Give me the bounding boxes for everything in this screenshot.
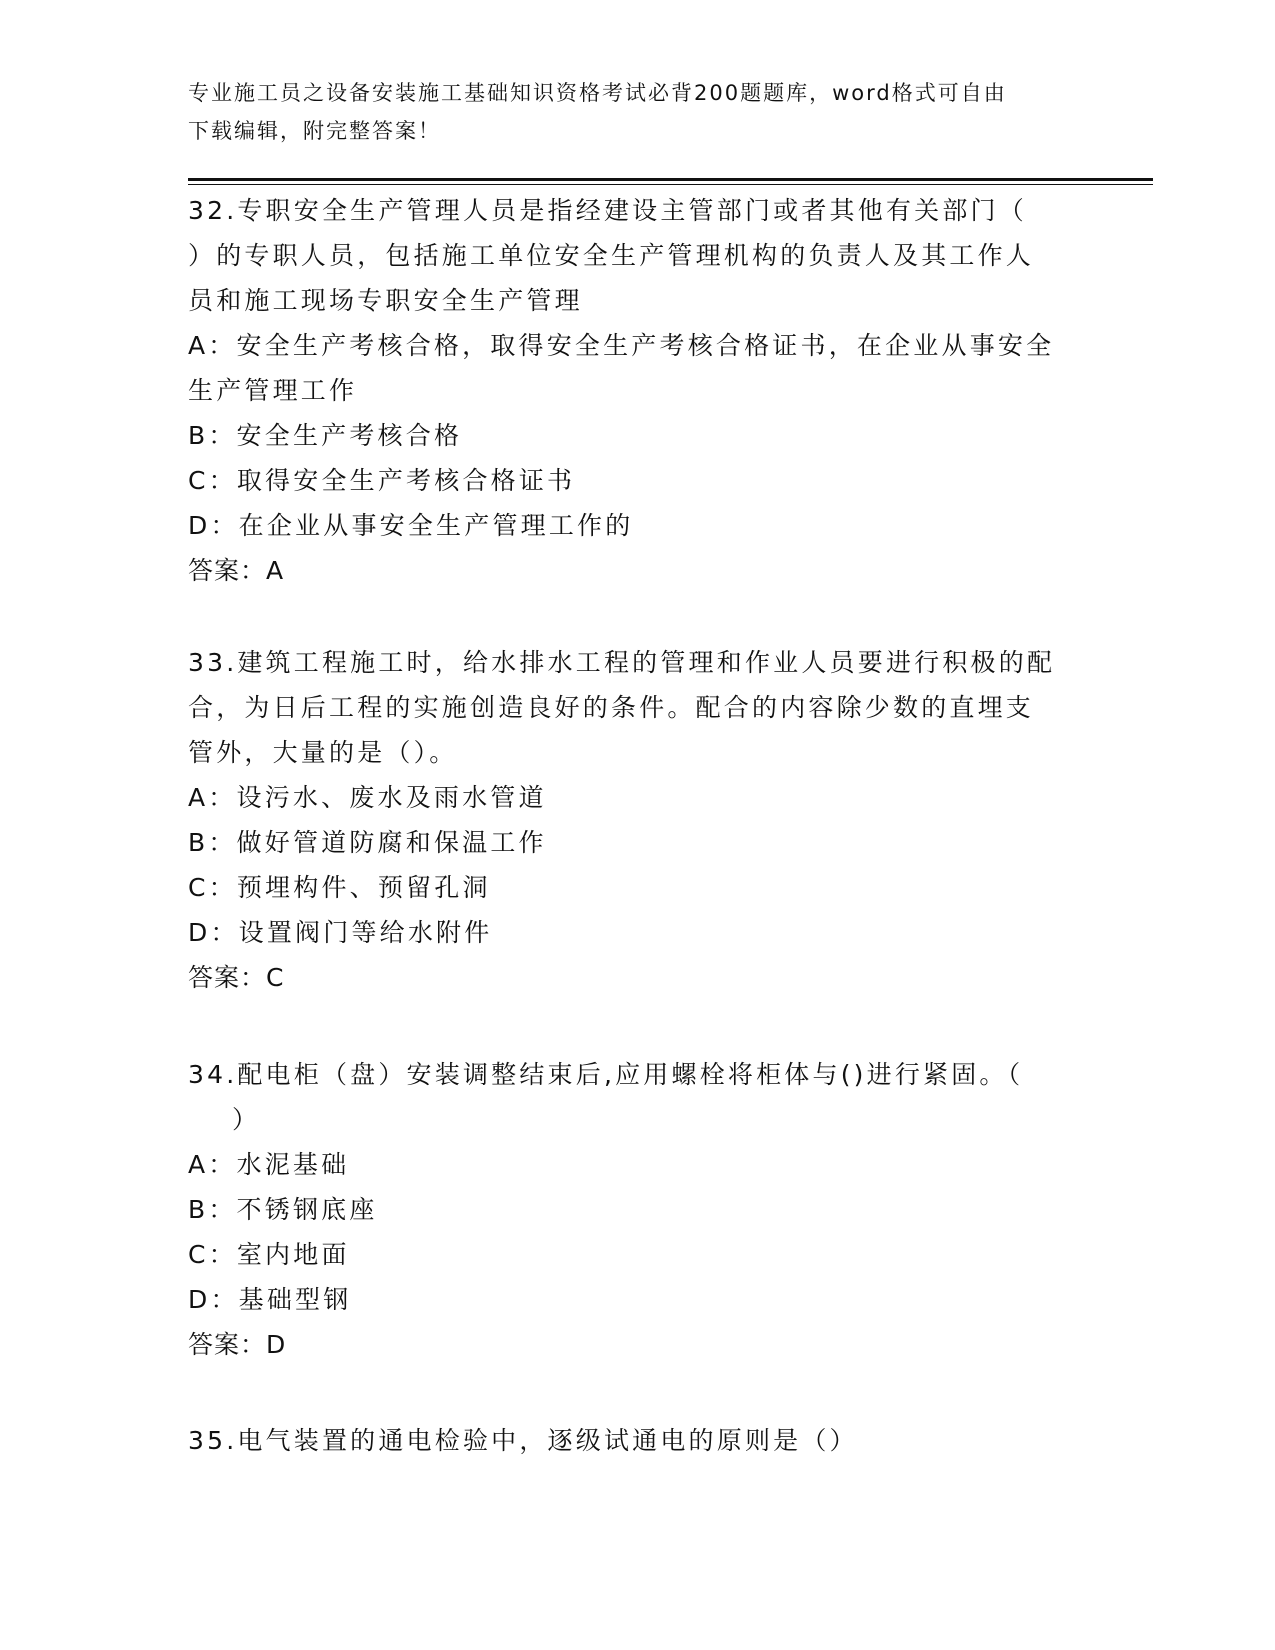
question-35: [188, 1418, 1088, 1463]
question-stem-line: 员和施工现场专职安全生产管理: [188, 286, 583, 315]
option-c: C：取得安全生产考核合格证书: [188, 466, 576, 495]
question-34: [188, 1052, 1088, 1367]
header-title-line-2: 下载编辑，附完整答案！: [188, 119, 441, 143]
question-stem-line: 32.专职安全生产管理人员是指经建设主管部门或者其他有关部门（: [188, 196, 1027, 225]
option-d: D：设置阀门等给水附件: [188, 918, 493, 947]
answer-line: 答案：A: [188, 556, 285, 585]
answer-line: 答案：C: [188, 963, 285, 992]
option-c: C：预埋构件、预留孔洞: [188, 873, 491, 902]
answer-line: 答案：D: [188, 1330, 287, 1359]
question-stem-continuation: ）: [232, 1105, 261, 1134]
question-stem-line: 33.建筑工程施工时，给水排水工程的管理和作业人员要进行积极的配: [188, 648, 1056, 677]
question-32: [188, 188, 1088, 593]
option-b: B：安全生产考核合格: [188, 421, 463, 450]
option-a: A：设污水、废水及雨水管道: [188, 783, 547, 812]
option-d: D：在企业从事安全生产管理工作的: [188, 511, 634, 540]
option-d: D：基础型钢: [188, 1285, 352, 1314]
question-stem-line: 35.电气装置的通电检验中，逐级试通电的原则是（）: [188, 1426, 858, 1455]
option-a: A：安全生产考核合格，取得安全生产考核合格证书，在企业从事安全: [188, 331, 1055, 360]
header-divider-thick: [188, 178, 1153, 181]
question-33: [188, 640, 1088, 1000]
option-a: A：水泥基础: [188, 1150, 350, 1179]
question-stem-line: 管外，大量的是（）。: [188, 738, 458, 767]
header-divider-thin: [188, 184, 1153, 185]
option-c: C：室内地面: [188, 1240, 350, 1269]
question-stem-line: 合，为日后工程的实施创造良好的条件。配合的内容除少数的直埋支: [188, 693, 1035, 722]
option-b: B：不锈钢底座: [188, 1195, 378, 1224]
option-b: B：做好管道防腐和保温工作: [188, 828, 547, 857]
question-stem-line: ）的专职人员，包括施工单位安全生产管理机构的负责人及其工作人: [188, 241, 1035, 270]
header-title-line-1: 专业施工员之设备安装施工基础知识资格考试必背200题题库，word格式可自由: [188, 81, 1007, 105]
document-header: [188, 74, 1088, 150]
option-a-continuation: 生产管理工作: [188, 376, 358, 405]
question-stem-line: [188, 1097, 1088, 1142]
question-stem-line: 34.配电柜（盘）安装调整结束后,应用螺栓将柜体与()进行紧固。（: [188, 1060, 1024, 1089]
